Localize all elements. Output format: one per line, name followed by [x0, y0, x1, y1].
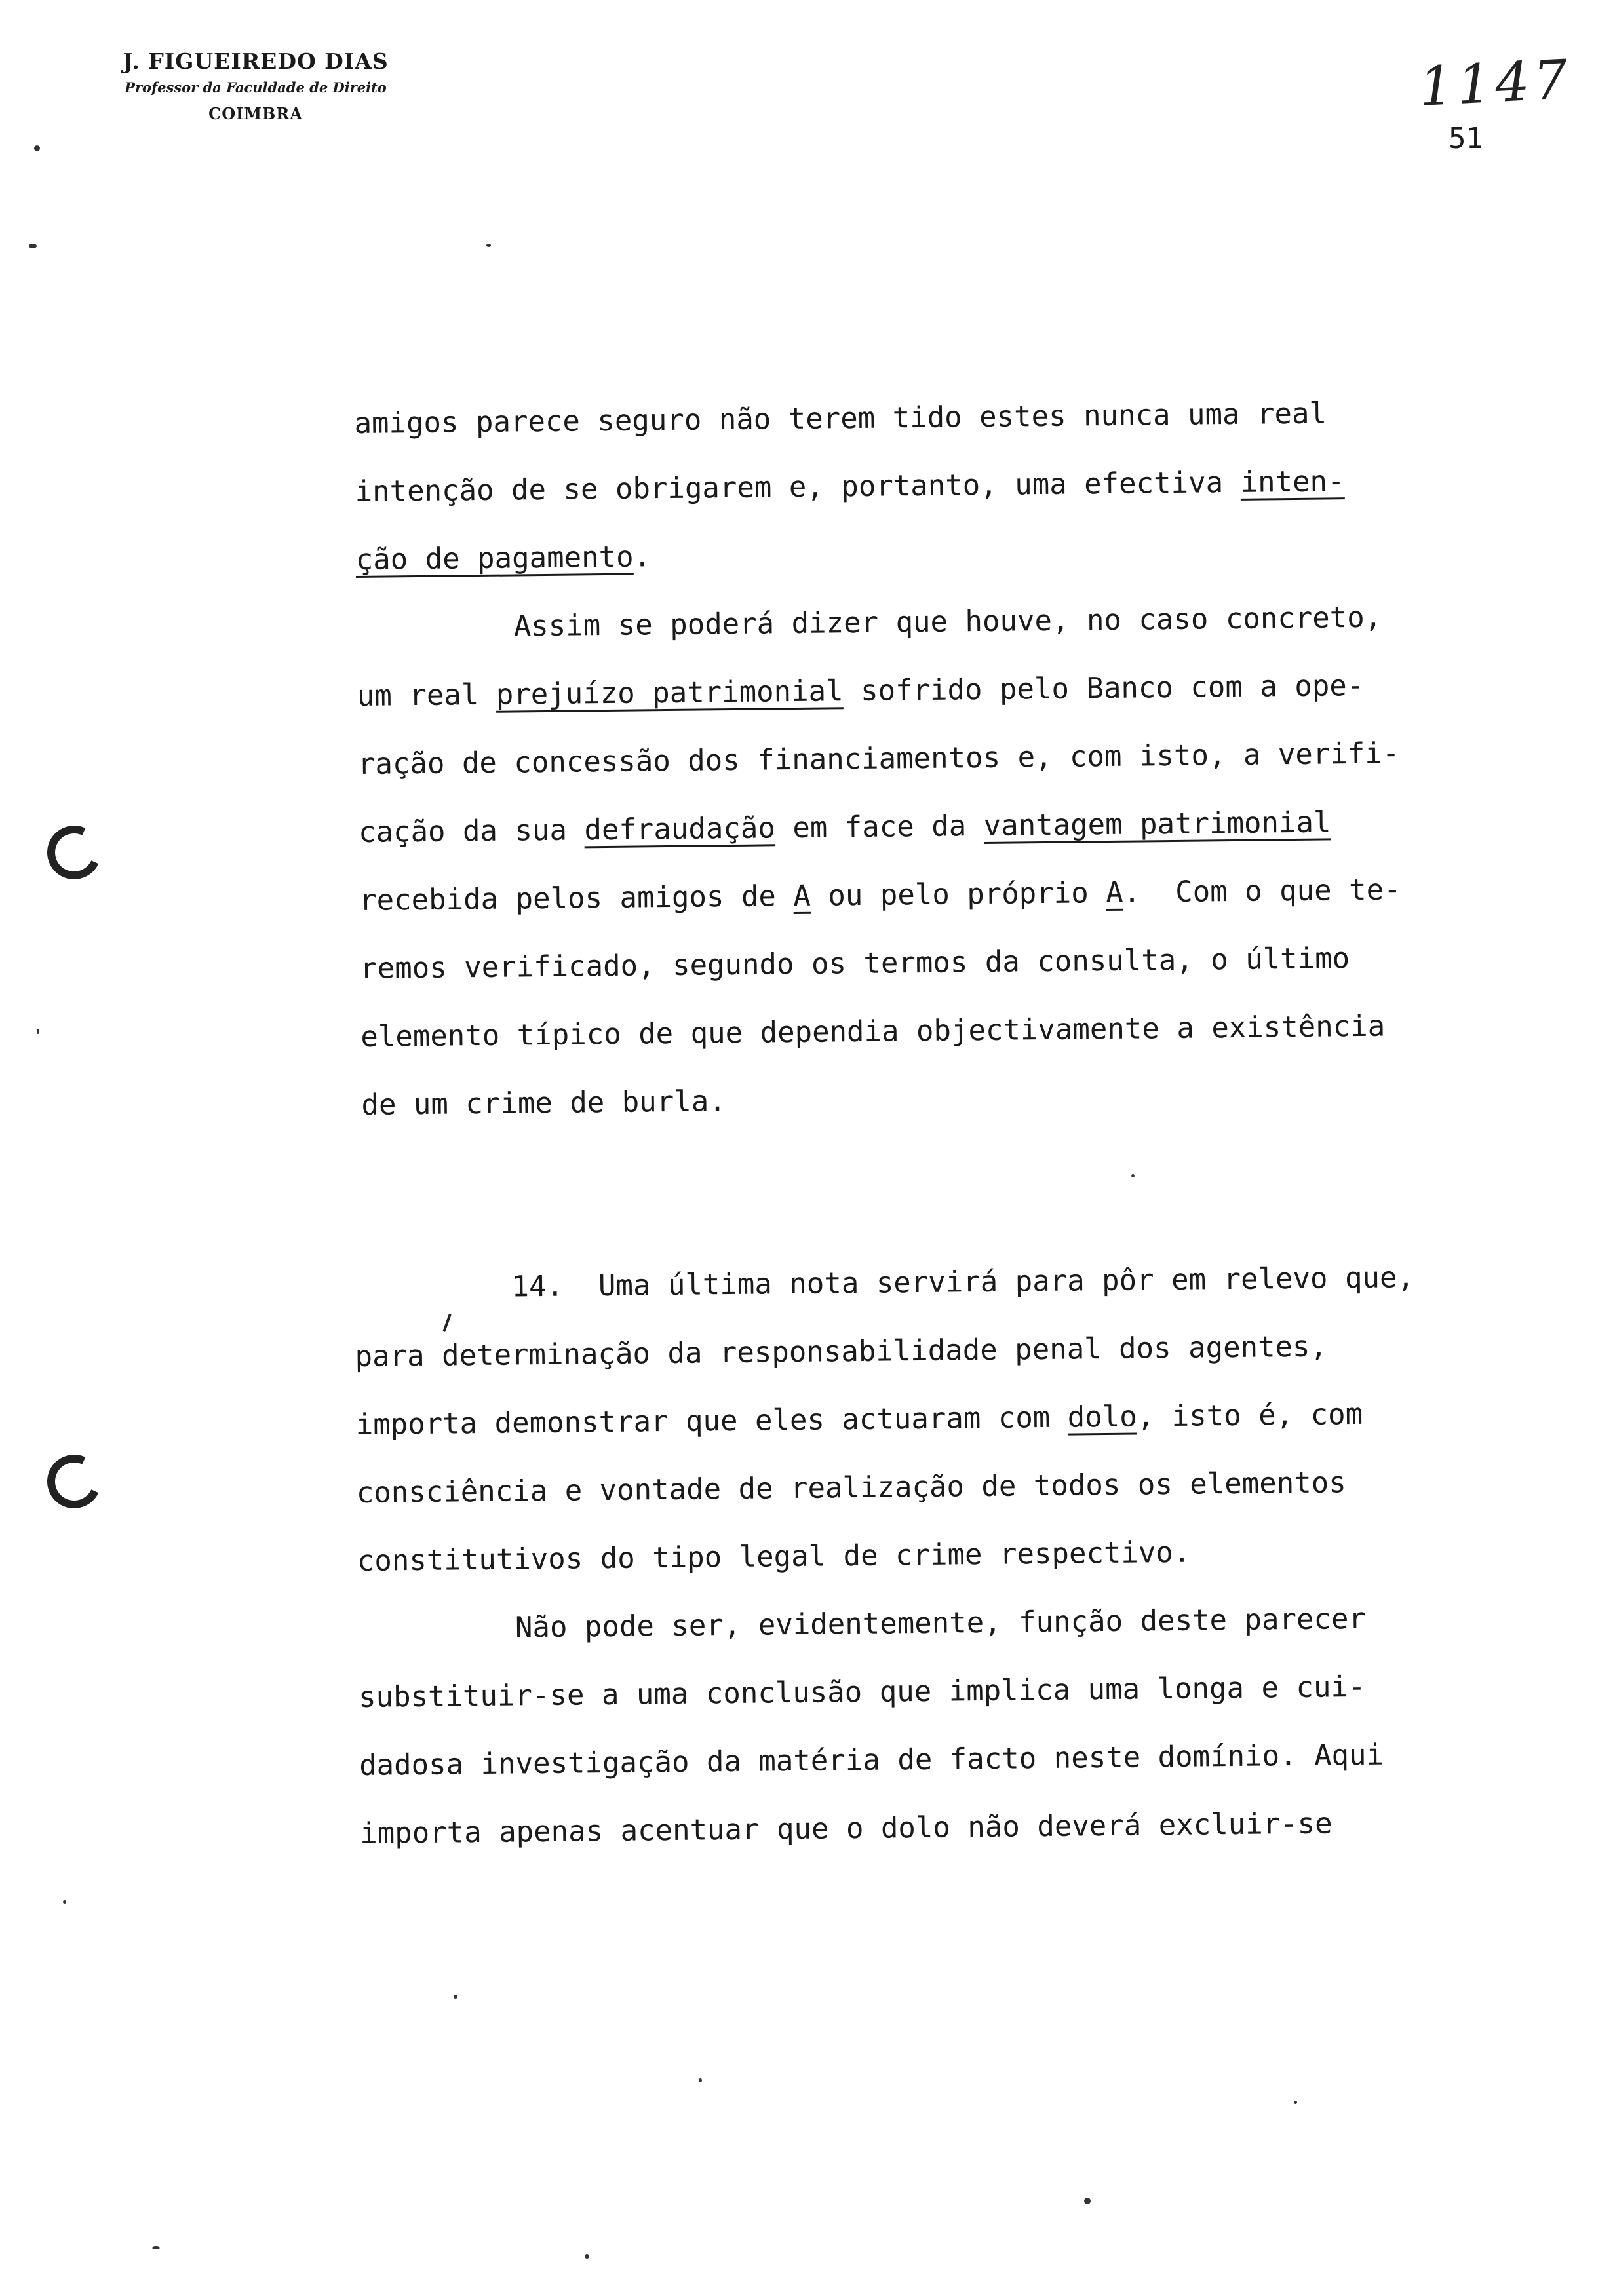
underlined-term: prejuízo patrimonial [496, 674, 844, 712]
punch-hole-bottom [39, 1447, 108, 1516]
text-line: dadosa investigação da matéria de facto neste domínio. Aqui [359, 1738, 1384, 1782]
underlined-term: A [1105, 875, 1123, 910]
text-line: intenção de se obrigarem e, portanto, uma efectiva inten- [355, 465, 1345, 508]
punch-hole-top [39, 818, 108, 887]
text-line: constitutivos do tipo legal de crime respectivo. [357, 1535, 1191, 1578]
letterhead-name: J. FIGUEIREDO DIAS [123, 48, 389, 74]
scan-speck [152, 2246, 160, 2249]
text-line: recebida pelos amigos de A ou pelo próprio A. Com o que te- [359, 873, 1401, 917]
scan-speck [1294, 2101, 1297, 2104]
text-line: consciência e vontade de realização de todos os elementos [356, 1466, 1346, 1510]
scan-speck [699, 2078, 702, 2082]
text-line: elemento típico de que dependia objectivamente a existência [360, 1009, 1386, 1054]
text-line: importa demonstrar que eles actuaram com dolo, isto é, com [355, 1397, 1363, 1442]
text-line: um real prejuízo patrimonial sofrido pelo Banco com a ope- [357, 668, 1365, 713]
underlined-term: inten- [1240, 465, 1345, 499]
page-number: 51 [1449, 122, 1483, 155]
handwritten-archive-number: 1147 [1417, 48, 1574, 119]
scan-speck [63, 1900, 66, 1904]
text-line: cação da sua defraudação em face da vantagem patrimonial [358, 805, 1331, 849]
text-line: Não pode ser, evidentemente, função deste parecer [515, 1601, 1367, 1645]
letterhead-role: Professor da Faculdade de Direito [125, 79, 387, 96]
text-block-lower [354, 1242, 1540, 1868]
scan-speck [37, 1029, 39, 1034]
scan-speck [486, 244, 491, 247]
underlined-term: ção de pagamento [355, 540, 634, 577]
scan-speck [454, 1995, 457, 1999]
underlined-term: defraudação [584, 811, 776, 847]
text-line: Assim se poderá dizer que houve, no caso concreto, [513, 600, 1382, 643]
text-line: remos verificado, segundo os termos da consulta, o último [359, 942, 1350, 985]
underlined-term: A [793, 879, 811, 913]
text-line: importa apenas acentuar que o dolo não deverá excluir-se [359, 1807, 1333, 1850]
text-line: substituir-se a uma conclusão que implica uma longa e cui- [358, 1670, 1366, 1714]
scan-speck [29, 244, 37, 248]
text-line: amigos parece seguro não terem tido estes nunca uma real [354, 396, 1327, 440]
scan-speck [1131, 1174, 1135, 1177]
scan-speck [585, 2254, 589, 2259]
letterhead [98, 47, 413, 128]
text-block-upper [354, 377, 1542, 1139]
scan-speck [34, 145, 40, 151]
text-line: de um crime de burla. [361, 1084, 726, 1122]
letterhead-city: COIMBRA [208, 104, 303, 123]
underlined-term: vantagem patrimonial [983, 805, 1331, 843]
text-line: ção de pagamento. [355, 540, 652, 577]
scan-speck [1084, 2198, 1091, 2204]
underlined-term: dolo [1067, 1400, 1137, 1434]
text-line: 14. Uma última nota servirá para pôr em relevo que, [511, 1261, 1415, 1304]
text-line: ração de concessão dos financiamentos e, com isto, a verifi- [357, 737, 1400, 781]
text-line: para determinação da responsabilidade penal dos agentes, [355, 1330, 1328, 1373]
